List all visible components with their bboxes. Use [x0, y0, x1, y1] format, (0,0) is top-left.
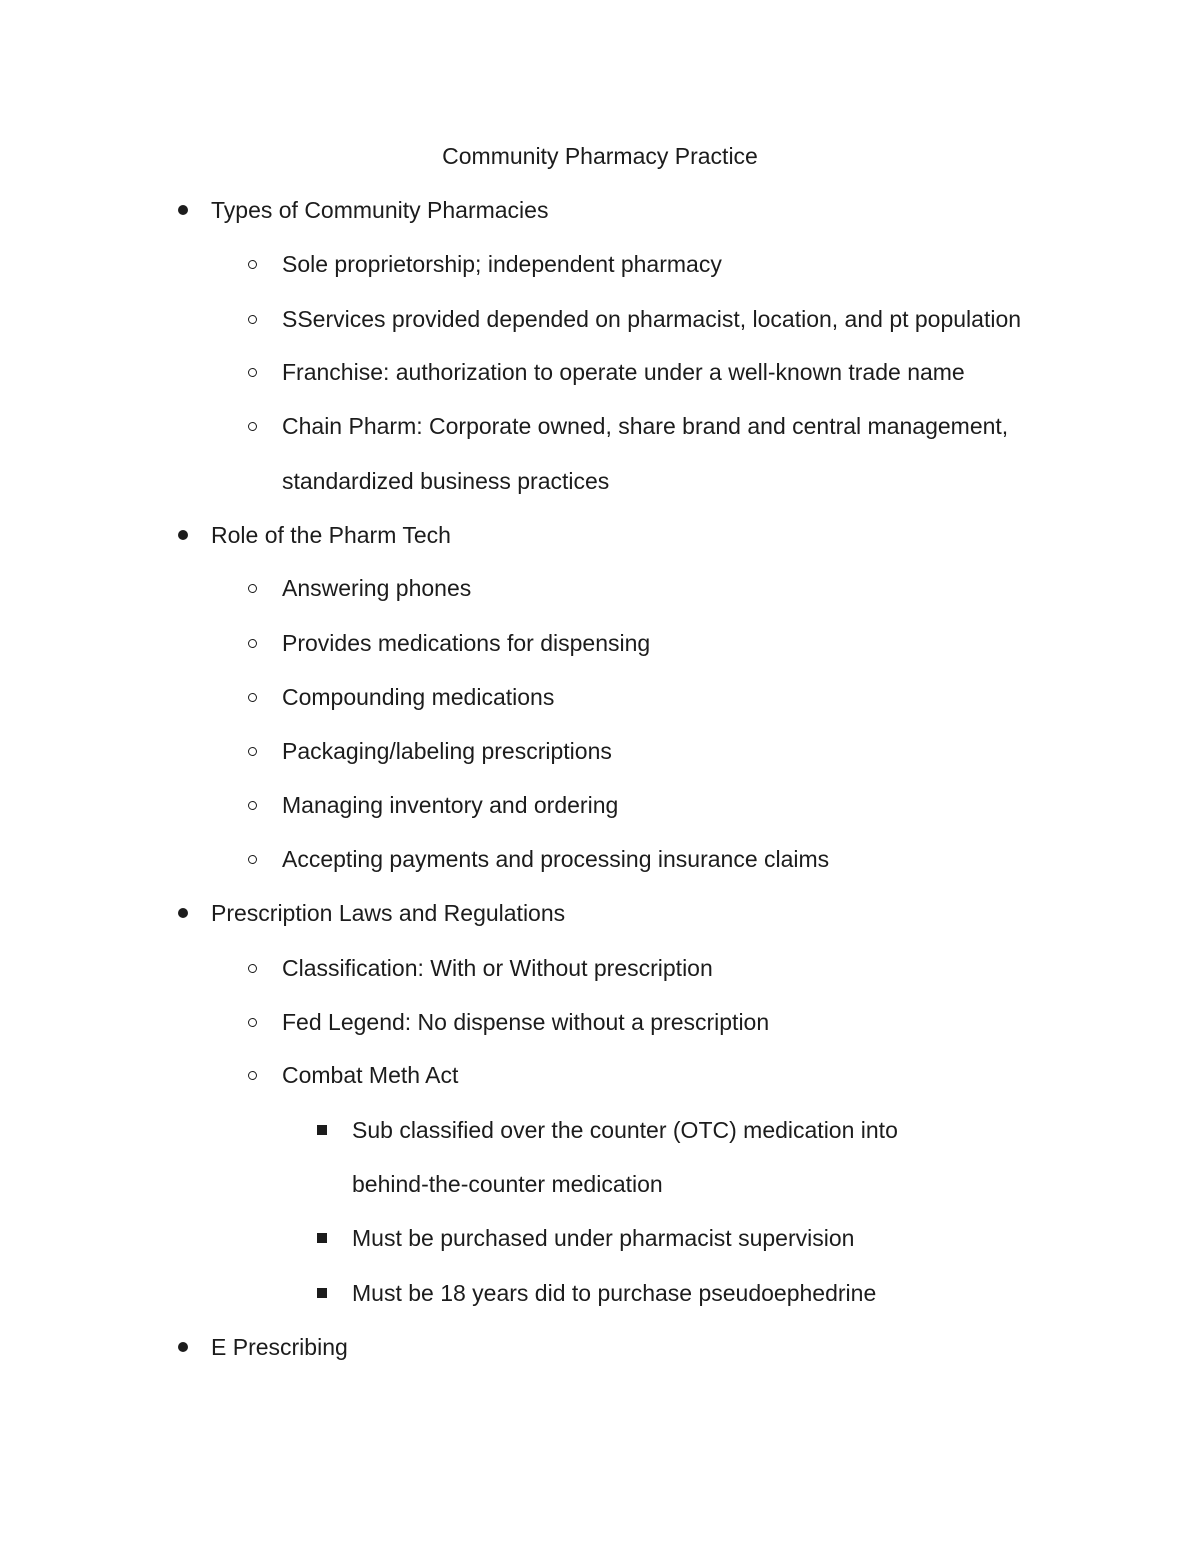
- continuation-line: [352, 1169, 663, 1199]
- sub-bullet-item: [282, 357, 965, 387]
- hollow-bullet-icon: [244, 790, 260, 820]
- bullet-text: Role of the Pharm Tech: [211, 522, 451, 548]
- sub-bullet-text: Fed Legend: No dispense without a prescription: [282, 1009, 770, 1035]
- hollow-bullet-icon: [244, 249, 260, 279]
- sub-bullet-text: SServices provided depended on pharmacist, location, and pt population: [282, 306, 1022, 332]
- square-bullet-icon: [314, 1115, 330, 1145]
- sub-bullet-text: Answering phones: [282, 575, 472, 601]
- sub-sub-bullet-item: [352, 1278, 876, 1308]
- sub-bullet-item: [282, 736, 612, 766]
- hollow-bullet-icon: [244, 628, 260, 658]
- filled-bullet-icon: [175, 520, 191, 550]
- sub-bullet-item: [282, 790, 618, 820]
- hollow-bullet-icon: [244, 304, 260, 334]
- hollow-bullet-icon: [244, 573, 260, 603]
- hollow-bullet-icon: [244, 411, 260, 441]
- sub-sub-bullet-text: Must be 18 years did to purchase pseudoephedrine: [352, 1280, 877, 1306]
- sub-bullet-item: [282, 844, 829, 874]
- sub-bullet-text: Classification: With or Without prescription: [282, 955, 713, 981]
- sub-bullet-item: [282, 682, 554, 712]
- sub-bullet-text: Compounding medications: [282, 684, 555, 710]
- square-bullet-icon: [314, 1223, 330, 1253]
- sub-bullet-item: [282, 1060, 458, 1090]
- sub-bullet-text: Franchise: authorization to operate under a well-known trade name: [282, 359, 965, 385]
- sub-sub-bullet-item: [352, 1223, 854, 1253]
- hollow-bullet-icon: [244, 1060, 260, 1090]
- sub-bullet-text: Provides medications for dispensing: [282, 630, 651, 656]
- sub-sub-bullet-item: [352, 1115, 898, 1145]
- filled-bullet-icon: [175, 898, 191, 928]
- sub-bullet-item: [282, 304, 1021, 334]
- sub-bullet-item: [282, 249, 722, 279]
- sub-bullet-text: standardized business practices: [282, 468, 610, 494]
- bullet-text: Prescription Laws and Regulations: [211, 900, 566, 926]
- filled-bullet-icon: [175, 1332, 191, 1362]
- sub-bullet-text: Accepting payments and processing insurance claims: [282, 846, 830, 872]
- sub-bullet-item: [282, 573, 471, 603]
- hollow-bullet-icon: [244, 953, 260, 983]
- bullet-item: [211, 898, 565, 928]
- sub-sub-bullet-text: behind-the-counter medication: [352, 1171, 663, 1197]
- sub-bullet-text: Chain Pharm: Corporate owned, share brand and central management,: [282, 413, 1009, 439]
- bullet-item: [211, 195, 548, 225]
- sub-bullet-item: [282, 411, 1008, 441]
- sub-bullet-text: Sole proprietorship; independent pharmacy: [282, 251, 722, 277]
- hollow-bullet-icon: [244, 357, 260, 387]
- hollow-bullet-icon: [244, 844, 260, 874]
- filled-bullet-icon: [175, 195, 191, 225]
- sub-bullet-text: Combat Meth Act: [282, 1062, 459, 1088]
- bullet-item: [211, 1332, 348, 1362]
- sub-bullet-text: Managing inventory and ordering: [282, 792, 619, 818]
- sub-sub-bullet-text: Must be purchased under pharmacist supervision: [352, 1225, 855, 1251]
- sub-bullet-item: [282, 628, 650, 658]
- hollow-bullet-icon: [244, 1007, 260, 1037]
- document-title: Community Pharmacy Practice: [442, 143, 758, 169]
- sub-bullet-text: Packaging/labeling prescriptions: [282, 738, 612, 764]
- sub-sub-bullet-text: Sub classified over the counter (OTC) medication into: [352, 1117, 898, 1143]
- bullet-text: Types of Community Pharmacies: [211, 197, 549, 223]
- continuation-line: [282, 466, 609, 496]
- bullet-item: [211, 520, 451, 550]
- hollow-bullet-icon: [244, 682, 260, 712]
- hollow-bullet-icon: [244, 736, 260, 766]
- sub-bullet-item: [282, 953, 713, 983]
- sub-bullet-item: [282, 1007, 769, 1037]
- square-bullet-icon: [314, 1278, 330, 1308]
- bullet-text: E Prescribing: [211, 1334, 348, 1360]
